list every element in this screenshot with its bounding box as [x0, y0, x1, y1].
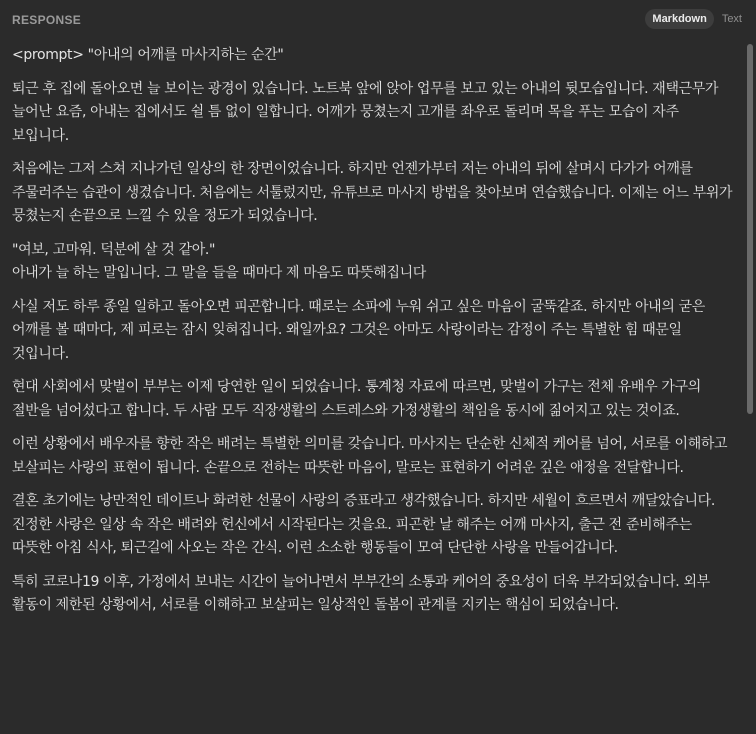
markdown-toggle-button[interactable]: Markdown [645, 9, 713, 29]
response-paragraph: 현대 사회에서 맞벌이 부부는 이제 당연한 일이 되었습니다. 통계청 자료에 따르면, 맞벌이 가구는 전체 유배우 가구의 절반을 넘어섰다고 합니다. 두 사람 모두 직장생활의 스트레스와 가정생활의 책임을 동시에 짊어지고 있는 것이죠. [12, 379, 705, 419]
vertical-scrollbar[interactable] [746, 42, 754, 732]
response-paragraph: 사실 저도 하루 종일 일하고 돌아오면 피곤합니다. 때로는 소파에 누워 쉬고 싶은 마음이 굴뚝같죠. 하지만 아내의 굳은 어깨를 볼 때마다, 제 피로는 잠시 잊혀집니다. 왜일까요? 그것은 아마도 사랑이라는 감정이 주는 특별한 힘 때문일 것입니다. [12, 298, 710, 362]
response-paragraph: 이런 상황에서 배우자를 향한 작은 배려는 특별한 의미를 갖습니다. 마사지는 단순한 신체적 케어를 넘어, 서로를 이해하고 보살피는 사랑의 표현이 됩니다. 손끝으로 전하는 따뜻한 마음이, 말로는 표현하기 어려운 깊은 애정을 전달합니다. [12, 436, 732, 476]
response-paragraph: 결혼 초기에는 낭만적인 데이트나 화려한 선물이 사랑의 증표라고 생각했습니다. 하지만 세월이 흐르면서 깨달았습니다. 진정한 사랑은 일상 속 작은 배려와 헌신에서 시작된다는 것을요. 피곤한 날 해주는 어깨 마사지, 출근 전 준비해주는 따뜻한 아침 식사, 퇴근길에 사오는 작은 간식. 이런 소소한 행동들이 모여 단단한 사랑을 만들어갑니다. [12, 493, 720, 556]
response-paragraph: 처음에는 그저 스쳐 지나가던 일상의 한 장면이었습니다. 하지만 언젠가부터 저는 아내의 뒤에 살며시 다가가 어깨를 주물러주는 습관이 생겼습니다. 처음에는 서툴렀지만, 유튜브로 마사지 방법을 찾아보며 연습했습니다. 이제는 어느 부위가 뭉쳤는지 손끝으로 느낄 수 있을 정도가 되었습니다. [12, 161, 737, 224]
response-paragraph: 특히 코로나19 이후, 가정에서 보내는 시간이 늘어나면서 부부간의 소통과 케어의 중요성이 더욱 부각되었습니다. 외부 활동이 제한된 상황에서, 서로를 이해하고 보살피는 일상적인 돌봄이 관계를 지키는 핵심이 되었습니다. [12, 573, 714, 613]
response-paragraph: 퇴근 후 집에 돌아오면 늘 보이는 광경이 있습니다. 노트북 앞에 앉아 업무를 보고 있는 아내의 뒷모습입니다. 재택근무가 늘어난 요즘, 아내는 집에서도 쉴 틈 없이 일합니다. 어깨가 뭉쳤는지 고개를 좌우로 돌리며 목을 푸는 모습이 자주 보입니다. [12, 80, 723, 144]
text-toggle-button[interactable]: Text [721, 13, 742, 25]
panel-title: RESPONSE [12, 13, 82, 27]
response-paragraph: <prompt> "아내의 어깨를 마사지하는 순간" [12, 47, 284, 63]
scrollbar-thumb[interactable] [747, 44, 753, 414]
response-content[interactable] [12, 44, 737, 730]
response-paragraph: "여보, 고마워. 덕분에 살 것 같아." 아내가 늘 하는 말입니다. 그 말을 들을 때마다 제 마음도 따뜻해집니다 [12, 241, 426, 281]
view-mode-toggle [645, 9, 744, 29]
response-header [0, 0, 756, 40]
